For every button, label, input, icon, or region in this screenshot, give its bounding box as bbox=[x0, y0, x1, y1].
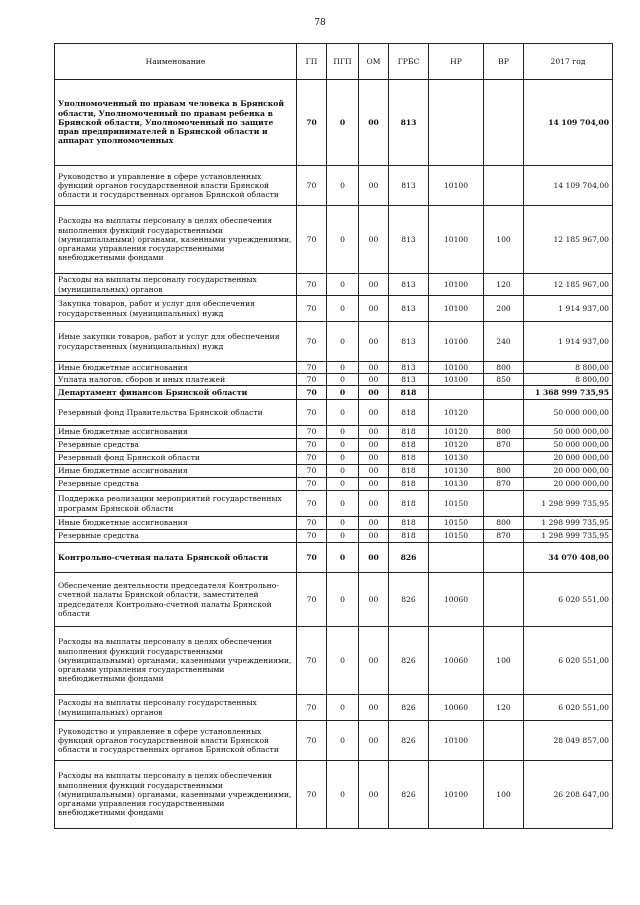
table-row bbox=[55, 362, 613, 374]
cell-pgp: 0 bbox=[327, 439, 359, 452]
cell-name: Расходы на выплаты персоналу в целях обеспечения выполнения функций государственными (муниципальными) органами, казенными учреждениями, органами управления государственными внебюджетными фондами bbox=[55, 627, 297, 695]
cell-pgp: 0 bbox=[327, 543, 359, 573]
cell-gp: 70 bbox=[297, 543, 327, 573]
cell-gp: 70 bbox=[297, 478, 327, 491]
cell-om: 00 bbox=[359, 322, 389, 362]
cell-gp: 70 bbox=[297, 517, 327, 530]
table-row bbox=[55, 426, 613, 439]
table-row bbox=[55, 206, 613, 274]
cell-name: Обеспечение деятельности председателя Контрольно-счетной палаты Брянской области, заместителей председателя Контрольно-счетной палаты Брянской области bbox=[55, 573, 297, 627]
cell-om: 00 bbox=[359, 465, 389, 478]
cell-nr: 10100 bbox=[429, 721, 484, 761]
cell-nr: 10100 bbox=[429, 322, 484, 362]
cell-grbs: 813 bbox=[389, 362, 429, 374]
cell-vr bbox=[484, 80, 524, 166]
column-header-gp: ГП bbox=[297, 44, 327, 80]
cell-pgp: 0 bbox=[327, 761, 359, 829]
cell-grbs: 813 bbox=[389, 296, 429, 322]
cell-om: 00 bbox=[359, 517, 389, 530]
column-header-year: 2017 год bbox=[524, 44, 613, 80]
cell-gp: 70 bbox=[297, 362, 327, 374]
cell-gp: 70 bbox=[297, 573, 327, 627]
cell-grbs: 826 bbox=[389, 543, 429, 573]
cell-vr: 120 bbox=[484, 274, 524, 296]
cell-vr: 100 bbox=[484, 761, 524, 829]
cell-grbs: 813 bbox=[389, 322, 429, 362]
cell-om: 00 bbox=[359, 491, 389, 517]
cell-pgp: 0 bbox=[327, 274, 359, 296]
cell-grbs: 818 bbox=[389, 491, 429, 517]
table-row bbox=[55, 543, 613, 573]
cell-vr: 200 bbox=[484, 296, 524, 322]
cell-grbs: 818 bbox=[389, 478, 429, 491]
cell-grbs: 826 bbox=[389, 627, 429, 695]
cell-grbs: 813 bbox=[389, 80, 429, 166]
cell-name: Расходы на выплаты персоналу государственных (муниципальных) органов bbox=[55, 695, 297, 721]
cell-nr: 10060 bbox=[429, 573, 484, 627]
cell-amount: 8 800,00 bbox=[524, 362, 613, 374]
table-row bbox=[55, 695, 613, 721]
cell-gp: 70 bbox=[297, 322, 327, 362]
table-row bbox=[55, 296, 613, 322]
cell-pgp: 0 bbox=[327, 517, 359, 530]
cell-nr: 10100 bbox=[429, 296, 484, 322]
table-row bbox=[55, 627, 613, 695]
cell-gp: 70 bbox=[297, 491, 327, 517]
cell-grbs: 818 bbox=[389, 465, 429, 478]
cell-amount: 12 185 967,00 bbox=[524, 206, 613, 274]
cell-nr: 10120 bbox=[429, 400, 484, 426]
cell-grbs: 813 bbox=[389, 274, 429, 296]
cell-vr: 800 bbox=[484, 517, 524, 530]
page-number: 78 bbox=[314, 18, 326, 28]
cell-pgp: 0 bbox=[327, 695, 359, 721]
cell-nr: 10100 bbox=[429, 761, 484, 829]
column-header-vr: ВР bbox=[484, 44, 524, 80]
cell-pgp: 0 bbox=[327, 322, 359, 362]
cell-om: 00 bbox=[359, 530, 389, 543]
cell-vr: 100 bbox=[484, 627, 524, 695]
table-row bbox=[55, 400, 613, 426]
cell-pgp: 0 bbox=[327, 627, 359, 695]
cell-nr: 10150 bbox=[429, 517, 484, 530]
cell-amount: 20 000 000,00 bbox=[524, 478, 613, 491]
cell-nr: 10100 bbox=[429, 374, 484, 386]
cell-om: 00 bbox=[359, 478, 389, 491]
cell-nr: 10060 bbox=[429, 695, 484, 721]
cell-vr bbox=[484, 452, 524, 465]
cell-vr bbox=[484, 721, 524, 761]
table-row bbox=[55, 452, 613, 465]
cell-nr: 10150 bbox=[429, 491, 484, 517]
table-row bbox=[55, 517, 613, 530]
cell-amount: 8 800,00 bbox=[524, 374, 613, 386]
cell-nr bbox=[429, 386, 484, 400]
cell-gp: 70 bbox=[297, 296, 327, 322]
budget-table bbox=[54, 43, 613, 829]
cell-pgp: 0 bbox=[327, 80, 359, 166]
cell-name: Резервный фонд Брянской области bbox=[55, 452, 297, 465]
cell-name: Иные бюджетные ассигнования bbox=[55, 517, 297, 530]
cell-name: Резервные средства bbox=[55, 530, 297, 543]
cell-om: 00 bbox=[359, 206, 389, 274]
cell-amount: 6 020 551,00 bbox=[524, 695, 613, 721]
table-row bbox=[55, 530, 613, 543]
table-row bbox=[55, 761, 613, 829]
cell-gp: 70 bbox=[297, 530, 327, 543]
cell-gp: 70 bbox=[297, 695, 327, 721]
cell-name: Иные бюджетные ассигнования bbox=[55, 362, 297, 374]
cell-name: Расходы на выплаты персоналу в целях обеспечения выполнения функций государственными (муниципальными) органами, казенными учреждениями, органами управления государственными внебюджетными фондами bbox=[55, 761, 297, 829]
table-row bbox=[55, 478, 613, 491]
table-row bbox=[55, 439, 613, 452]
cell-om: 00 bbox=[359, 721, 389, 761]
cell-om: 00 bbox=[359, 695, 389, 721]
cell-name: Уполномоченный по правам человека в Брянской области, Уполномоченный по правам ребенка в Брянской области, Уполномоченный по защите прав предпринимателей в Брянской области и аппарат уполномоченных bbox=[55, 80, 297, 166]
cell-amount: 34 070 408,00 bbox=[524, 543, 613, 573]
cell-gp: 70 bbox=[297, 274, 327, 296]
cell-pgp: 0 bbox=[327, 362, 359, 374]
cell-grbs: 818 bbox=[389, 400, 429, 426]
cell-amount: 28 049 857,00 bbox=[524, 721, 613, 761]
cell-grbs: 826 bbox=[389, 573, 429, 627]
cell-nr: 10130 bbox=[429, 478, 484, 491]
cell-pgp: 0 bbox=[327, 491, 359, 517]
cell-om: 00 bbox=[359, 166, 389, 206]
cell-amount: 50 000 000,00 bbox=[524, 426, 613, 439]
cell-vr: 800 bbox=[484, 426, 524, 439]
cell-om: 00 bbox=[359, 386, 389, 400]
cell-amount: 1 914 937,00 bbox=[524, 322, 613, 362]
cell-grbs: 818 bbox=[389, 439, 429, 452]
cell-name: Уплата налогов, сборов и иных платежей bbox=[55, 374, 297, 386]
cell-name: Резервный фонд Правительства Брянской области bbox=[55, 400, 297, 426]
cell-nr: 10100 bbox=[429, 166, 484, 206]
cell-amount: 1 368 999 735,95 bbox=[524, 386, 613, 400]
cell-vr bbox=[484, 386, 524, 400]
table-row bbox=[55, 465, 613, 478]
cell-nr: 10100 bbox=[429, 362, 484, 374]
cell-name: Резервные средства bbox=[55, 439, 297, 452]
cell-nr: 10100 bbox=[429, 206, 484, 274]
cell-pgp: 0 bbox=[327, 452, 359, 465]
cell-amount: 50 000 000,00 bbox=[524, 439, 613, 452]
cell-vr: 870 bbox=[484, 530, 524, 543]
cell-name: Руководство и управление в сфере установленных функций органов государственной власти Брянской области и государственных органов Брянской области bbox=[55, 166, 297, 206]
cell-pgp: 0 bbox=[327, 478, 359, 491]
cell-vr: 850 bbox=[484, 374, 524, 386]
cell-gp: 70 bbox=[297, 761, 327, 829]
cell-vr bbox=[484, 166, 524, 206]
cell-vr: 800 bbox=[484, 465, 524, 478]
cell-grbs: 813 bbox=[389, 206, 429, 274]
cell-vr: 800 bbox=[484, 362, 524, 374]
cell-amount: 20 000 000,00 bbox=[524, 465, 613, 478]
cell-gp: 70 bbox=[297, 426, 327, 439]
cell-gp: 70 bbox=[297, 465, 327, 478]
column-header-nr: НР bbox=[429, 44, 484, 80]
cell-pgp: 0 bbox=[327, 296, 359, 322]
cell-om: 00 bbox=[359, 274, 389, 296]
cell-pgp: 0 bbox=[327, 386, 359, 400]
cell-grbs: 826 bbox=[389, 695, 429, 721]
table-row bbox=[55, 166, 613, 206]
cell-gp: 70 bbox=[297, 80, 327, 166]
cell-amount: 1 298 999 735,95 bbox=[524, 530, 613, 543]
cell-amount: 14 109 704,00 bbox=[524, 80, 613, 166]
cell-vr: 870 bbox=[484, 478, 524, 491]
cell-vr: 120 bbox=[484, 695, 524, 721]
cell-name: Иные бюджетные ассигнования bbox=[55, 426, 297, 439]
cell-vr bbox=[484, 400, 524, 426]
cell-name: Закупка товаров, работ и услуг для обеспечения государственных (муниципальных) нужд bbox=[55, 296, 297, 322]
cell-amount: 26 208 647,00 bbox=[524, 761, 613, 829]
cell-grbs: 813 bbox=[389, 166, 429, 206]
column-header-pgp: ПГП bbox=[327, 44, 359, 80]
cell-name: Резервные средства bbox=[55, 478, 297, 491]
table-row bbox=[55, 322, 613, 362]
cell-amount: 12 185 967,00 bbox=[524, 274, 613, 296]
cell-vr: 100 bbox=[484, 206, 524, 274]
cell-vr bbox=[484, 491, 524, 517]
cell-om: 00 bbox=[359, 543, 389, 573]
cell-name: Расходы на выплаты персоналу в целях обеспечения выполнения функций государственными (муниципальными) органами, казенными учреждениями, органами управления государственными внебюджетными фондами bbox=[55, 206, 297, 274]
cell-grbs: 818 bbox=[389, 517, 429, 530]
cell-grbs: 826 bbox=[389, 721, 429, 761]
cell-amount: 1 298 999 735,95 bbox=[524, 517, 613, 530]
cell-gp: 70 bbox=[297, 439, 327, 452]
cell-pgp: 0 bbox=[327, 206, 359, 274]
cell-om: 00 bbox=[359, 627, 389, 695]
cell-om: 00 bbox=[359, 761, 389, 829]
cell-gp: 70 bbox=[297, 627, 327, 695]
table-row bbox=[55, 274, 613, 296]
cell-om: 00 bbox=[359, 400, 389, 426]
cell-name: Поддержка реализации мероприятий государственных программ Брянской области bbox=[55, 491, 297, 517]
cell-om: 00 bbox=[359, 452, 389, 465]
cell-om: 00 bbox=[359, 362, 389, 374]
cell-om: 00 bbox=[359, 374, 389, 386]
cell-nr: 10120 bbox=[429, 439, 484, 452]
table-row bbox=[55, 573, 613, 627]
cell-grbs: 818 bbox=[389, 386, 429, 400]
cell-pgp: 0 bbox=[327, 465, 359, 478]
cell-gp: 70 bbox=[297, 721, 327, 761]
cell-grbs: 818 bbox=[389, 426, 429, 439]
cell-gp: 70 bbox=[297, 166, 327, 206]
cell-nr: 10120 bbox=[429, 426, 484, 439]
cell-pgp: 0 bbox=[327, 400, 359, 426]
cell-amount: 6 020 551,00 bbox=[524, 573, 613, 627]
cell-nr bbox=[429, 80, 484, 166]
cell-grbs: 818 bbox=[389, 530, 429, 543]
cell-amount: 1 914 937,00 bbox=[524, 296, 613, 322]
cell-vr bbox=[484, 573, 524, 627]
column-header-om: ОМ bbox=[359, 44, 389, 80]
cell-nr: 10150 bbox=[429, 530, 484, 543]
cell-nr: 10060 bbox=[429, 627, 484, 695]
column-header-name: Наименование bbox=[55, 44, 297, 80]
cell-amount: 1 298 999 735,95 bbox=[524, 491, 613, 517]
cell-grbs: 813 bbox=[389, 374, 429, 386]
cell-vr: 870 bbox=[484, 439, 524, 452]
cell-gp: 70 bbox=[297, 374, 327, 386]
cell-grbs: 818 bbox=[389, 452, 429, 465]
header-row bbox=[55, 44, 613, 80]
column-header-grbs: ГРБС bbox=[389, 44, 429, 80]
table-row bbox=[55, 721, 613, 761]
table-row bbox=[55, 80, 613, 166]
cell-name: Контрольно-счетная палата Брянской области bbox=[55, 543, 297, 573]
cell-nr: 10130 bbox=[429, 452, 484, 465]
cell-vr: 240 bbox=[484, 322, 524, 362]
cell-gp: 70 bbox=[297, 206, 327, 274]
cell-om: 00 bbox=[359, 80, 389, 166]
cell-pgp: 0 bbox=[327, 721, 359, 761]
cell-gp: 70 bbox=[297, 400, 327, 426]
cell-name: Иные закупки товаров, работ и услуг для обеспечения государственных (муниципальных) нужд bbox=[55, 322, 297, 362]
cell-pgp: 0 bbox=[327, 530, 359, 543]
table-row bbox=[55, 386, 613, 400]
cell-vr bbox=[484, 543, 524, 573]
cell-grbs: 826 bbox=[389, 761, 429, 829]
cell-pgp: 0 bbox=[327, 374, 359, 386]
cell-om: 00 bbox=[359, 439, 389, 452]
cell-gp: 70 bbox=[297, 452, 327, 465]
cell-nr: 10130 bbox=[429, 465, 484, 478]
cell-amount: 6 020 551,00 bbox=[524, 627, 613, 695]
cell-name: Руководство и управление в сфере установленных функций органов государственной власти Брянской области и государственных органов Брянской области bbox=[55, 721, 297, 761]
cell-pgp: 0 bbox=[327, 573, 359, 627]
cell-om: 00 bbox=[359, 573, 389, 627]
cell-nr bbox=[429, 543, 484, 573]
cell-pgp: 0 bbox=[327, 426, 359, 439]
cell-nr: 10100 bbox=[429, 274, 484, 296]
cell-om: 00 bbox=[359, 426, 389, 439]
table-row bbox=[55, 374, 613, 386]
cell-name: Расходы на выплаты персоналу государственных (муниципальных) органов bbox=[55, 274, 297, 296]
cell-om: 00 bbox=[359, 296, 389, 322]
cell-amount: 50 000 000,00 bbox=[524, 400, 613, 426]
cell-name: Департамент финансов Брянской области bbox=[55, 386, 297, 400]
cell-amount: 20 000 000,00 bbox=[524, 452, 613, 465]
cell-gp: 70 bbox=[297, 386, 327, 400]
cell-name: Иные бюджетные ассигнования bbox=[55, 465, 297, 478]
table-row bbox=[55, 491, 613, 517]
cell-pgp: 0 bbox=[327, 166, 359, 206]
cell-amount: 14 109 704,00 bbox=[524, 166, 613, 206]
